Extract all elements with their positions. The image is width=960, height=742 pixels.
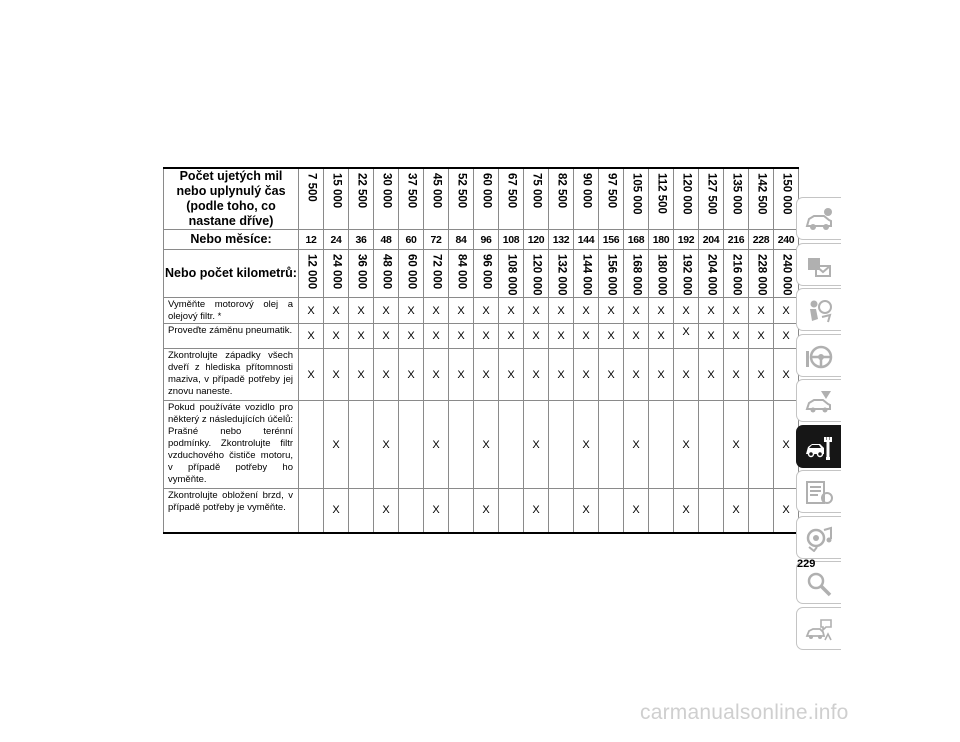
km-interval-cell — [374, 250, 399, 298]
months-interval-value: 240 — [774, 230, 799, 250]
miles-interval-value: 52 500 — [455, 173, 468, 209]
schedule-mark: X — [674, 324, 699, 349]
car-info-icon — [804, 206, 834, 233]
schedule-mark: X — [599, 298, 624, 324]
schedule-mark: X — [449, 349, 474, 401]
months-interval-value: 24 — [324, 230, 349, 250]
schedule-mark — [449, 489, 474, 533]
schedule-mark: X — [749, 324, 774, 349]
language-icon — [804, 616, 834, 643]
schedule-mark — [749, 401, 774, 489]
schedule-mark: X — [549, 298, 574, 324]
km-interval-cell — [399, 250, 424, 298]
schedule-mark — [749, 489, 774, 533]
miles-interval-cell — [624, 168, 649, 230]
schedule-mark — [699, 401, 724, 489]
miles-interval-value: 112 500 — [655, 173, 668, 214]
schedule-mark: X — [474, 401, 499, 489]
schedule-mark: X — [699, 349, 724, 401]
km-header-row — [164, 250, 799, 298]
schedule-mark: X — [624, 401, 649, 489]
months-interval-value: 84 — [449, 230, 474, 250]
km-interval-cell — [699, 250, 724, 298]
km-interval-cell — [349, 250, 374, 298]
schedule-mark — [299, 401, 324, 489]
miles-interval-value: 135 000 — [730, 173, 743, 215]
miles-interval-value: 7 500 — [305, 173, 318, 202]
schedule-mark: X — [599, 349, 624, 401]
miles-interval-value: 120 000 — [680, 173, 693, 215]
miles-interval-value: 142 500 — [755, 173, 768, 215]
tab-languages[interactable] — [796, 607, 841, 650]
schedule-mark: X — [524, 489, 549, 533]
schedule-mark: X — [299, 324, 324, 349]
tab-dashboard[interactable] — [796, 243, 841, 286]
months-interval-value: 72 — [424, 230, 449, 250]
km-interval-value: 96 000 — [480, 254, 493, 290]
km-interval-cell — [499, 250, 524, 298]
km-interval-cell — [749, 250, 774, 298]
km-interval-value: 12 000 — [305, 254, 318, 290]
miles-interval-value: 127 500 — [705, 173, 718, 215]
miles-interval-value: 67 500 — [505, 173, 518, 209]
miles-interval-cell — [349, 168, 374, 230]
schedule-mark: X — [549, 324, 574, 349]
watermark: carmanualsonline.info — [640, 701, 849, 724]
schedule-mark — [599, 401, 624, 489]
schedule-mark — [549, 401, 574, 489]
tab-safety[interactable] — [796, 288, 841, 331]
schedule-mark: X — [724, 401, 749, 489]
km-interval-cell — [624, 250, 649, 298]
task-description: Proveďte záměnu pneumatik. — [164, 324, 299, 349]
steering-wheel-icon — [804, 343, 834, 370]
miles-interval-cell — [374, 168, 399, 230]
miles-interval-cell — [699, 168, 724, 230]
months-interval-value: 108 — [499, 230, 524, 250]
km-interval-value: 36 000 — [355, 254, 368, 290]
km-interval-value: 156 000 — [605, 254, 618, 296]
schedule-mark: X — [499, 298, 524, 324]
miles-interval-cell — [674, 168, 699, 230]
schedule-mark: X — [724, 349, 749, 401]
schedule-mark: X — [449, 324, 474, 349]
miles-interval-cell — [749, 168, 774, 230]
tab-starting-operating[interactable] — [796, 334, 841, 377]
schedule-mark: X — [449, 298, 474, 324]
table-row — [164, 324, 799, 349]
schedule-mark: X — [724, 489, 749, 533]
miles-interval-cell — [774, 168, 799, 230]
schedule-mark: X — [499, 324, 524, 349]
schedule-mark: X — [774, 349, 799, 401]
dashboard-warning-icon — [804, 252, 834, 279]
km-interval-cell — [449, 250, 474, 298]
schedule-mark — [349, 489, 374, 533]
schedule-mark: X — [574, 349, 599, 401]
km-interval-value: 216 000 — [730, 254, 743, 296]
km-interval-value: 240 000 — [780, 254, 793, 296]
schedule-mark: X — [299, 349, 324, 401]
km-header-label: Nebo počet kilometrů: — [164, 250, 299, 298]
schedule-mark: X — [574, 298, 599, 324]
km-interval-value: 132 000 — [555, 254, 568, 296]
car-emergency-icon — [804, 388, 834, 415]
months-interval-value: 192 — [674, 230, 699, 250]
table-row — [164, 401, 799, 489]
maintenance-schedule-table — [163, 167, 799, 534]
miles-interval-cell — [524, 168, 549, 230]
schedule-mark: X — [474, 489, 499, 533]
km-interval-cell — [774, 250, 799, 298]
km-interval-value: 84 000 — [455, 254, 468, 290]
schedule-mark: X — [624, 349, 649, 401]
km-interval-cell — [299, 250, 324, 298]
schedule-mark: X — [749, 349, 774, 401]
km-interval-value: 168 000 — [630, 254, 643, 296]
schedule-mark: X — [524, 349, 549, 401]
tab-emergencies[interactable] — [796, 379, 841, 422]
schedule-mark: X — [424, 298, 449, 324]
schedule-mark: X — [374, 349, 399, 401]
schedule-mark: X — [324, 349, 349, 401]
km-interval-value: 192 000 — [680, 254, 693, 296]
schedule-mark: X — [774, 298, 799, 324]
schedule-mark: X — [474, 324, 499, 349]
schedule-mark: X — [349, 298, 374, 324]
page-number: 229 — [797, 558, 816, 570]
schedule-mark: X — [399, 324, 424, 349]
schedule-mark — [549, 489, 574, 533]
schedule-mark: X — [424, 401, 449, 489]
schedule-mark — [499, 489, 524, 533]
miles-header-row — [164, 168, 799, 230]
schedule-mark: X — [549, 349, 574, 401]
miles-interval-cell — [449, 168, 474, 230]
schedule-mark: X — [749, 298, 774, 324]
schedule-mark: X — [774, 324, 799, 349]
schedule-mark: X — [499, 349, 524, 401]
schedule-mark: X — [524, 298, 549, 324]
miles-interval-value: 75 000 — [530, 173, 543, 209]
miles-interval-cell — [649, 168, 674, 230]
km-interval-cell — [674, 250, 699, 298]
km-interval-value: 24 000 — [330, 254, 343, 290]
miles-interval-cell — [299, 168, 324, 230]
schedule-mark: X — [374, 298, 399, 324]
km-interval-value: 108 000 — [505, 254, 518, 296]
km-interval-value: 144 000 — [580, 254, 593, 296]
km-interval-cell — [599, 250, 624, 298]
months-interval-value: 156 — [599, 230, 624, 250]
miles-interval-value: 30 000 — [380, 173, 393, 209]
months-interval-value: 180 — [649, 230, 674, 250]
schedule-mark — [649, 489, 674, 533]
km-interval-value: 48 000 — [380, 254, 393, 290]
tab-multimedia[interactable] — [796, 516, 841, 559]
multimedia-icon — [804, 525, 834, 552]
km-interval-cell — [324, 250, 349, 298]
miles-interval-cell — [399, 168, 424, 230]
km-interval-value: 180 000 — [655, 254, 668, 296]
schedule-mark: X — [424, 489, 449, 533]
schedule-mark: X — [574, 324, 599, 349]
miles-interval-cell — [724, 168, 749, 230]
schedule-mark — [649, 401, 674, 489]
specifications-icon — [804, 479, 834, 506]
schedule-mark: X — [374, 324, 399, 349]
task-description: Zkontrolujte západky všech dveří z hlediska přítomnosti maziva, v případě potřeby jej znovu naneste. — [164, 349, 299, 401]
months-interval-value: 96 — [474, 230, 499, 250]
schedule-mark: X — [724, 324, 749, 349]
task-description: Pokud používáte vozidlo pro některý z následujících účelů: Prašné nebo terénní podmínky. Zkontrolujte filtr vzduchového čističe motoru, v případě potřeby ho vyměňte. — [164, 401, 299, 489]
schedule-mark — [699, 489, 724, 533]
km-interval-value: 72 000 — [430, 254, 443, 290]
schedule-mark: X — [324, 324, 349, 349]
km-interval-value: 228 000 — [755, 254, 768, 296]
months-interval-value: 36 — [349, 230, 374, 250]
schedule-mark: X — [474, 298, 499, 324]
months-interval-value: 48 — [374, 230, 399, 250]
car-service-wrench-icon — [804, 434, 834, 461]
miles-interval-cell — [324, 168, 349, 230]
schedule-mark: X — [574, 401, 599, 489]
months-header-label: Nebo měsíce: — [164, 230, 299, 250]
km-interval-cell — [549, 250, 574, 298]
schedule-mark — [349, 401, 374, 489]
schedule-mark: X — [349, 324, 374, 349]
schedule-mark: X — [674, 349, 699, 401]
schedule-mark: X — [524, 324, 549, 349]
miles-interval-cell — [474, 168, 499, 230]
schedule-mark: X — [399, 349, 424, 401]
schedule-mark: X — [624, 324, 649, 349]
km-interval-value: 204 000 — [705, 254, 718, 296]
table-row — [164, 489, 799, 533]
airbag-safety-icon — [804, 297, 834, 324]
months-interval-value: 228 — [749, 230, 774, 250]
km-interval-cell — [474, 250, 499, 298]
schedule-mark — [299, 489, 324, 533]
search-index-icon — [804, 570, 834, 597]
tab-servicing-maintenance[interactable] — [796, 425, 841, 468]
months-interval-value: 204 — [699, 230, 724, 250]
km-interval-cell — [574, 250, 599, 298]
miles-interval-cell — [499, 168, 524, 230]
table-row — [164, 298, 799, 324]
tab-specifications[interactable] — [796, 470, 841, 513]
months-interval-value: 132 — [549, 230, 574, 250]
miles-interval-value: 45 000 — [430, 173, 443, 209]
km-interval-cell — [649, 250, 674, 298]
schedule-mark: X — [674, 401, 699, 489]
miles-interval-cell — [424, 168, 449, 230]
km-interval-cell — [724, 250, 749, 298]
schedule-mark: X — [324, 298, 349, 324]
schedule-mark: X — [649, 298, 674, 324]
schedule-mark: X — [624, 489, 649, 533]
schedule-mark — [449, 401, 474, 489]
months-interval-value: 12 — [299, 230, 324, 250]
km-interval-value: 120 000 — [530, 254, 543, 296]
km-interval-cell — [524, 250, 549, 298]
schedule-mark: X — [674, 298, 699, 324]
months-interval-value: 144 — [574, 230, 599, 250]
task-description: Vyměňte motorový olej a olejový filtr. * — [164, 298, 299, 324]
schedule-mark — [499, 401, 524, 489]
schedule-mark: X — [324, 401, 349, 489]
schedule-mark: X — [424, 349, 449, 401]
schedule-mark — [599, 489, 624, 533]
schedule-mark: X — [374, 489, 399, 533]
table-row — [164, 349, 799, 401]
miles-interval-value: 15 000 — [330, 173, 343, 209]
schedule-mark: X — [424, 324, 449, 349]
miles-interval-value: 60 000 — [480, 173, 493, 209]
schedule-mark: X — [674, 489, 699, 533]
miles-interval-value: 97 500 — [605, 173, 618, 209]
km-interval-cell — [424, 250, 449, 298]
schedule-mark: X — [324, 489, 349, 533]
schedule-mark: X — [349, 349, 374, 401]
schedule-mark: X — [374, 401, 399, 489]
schedule-mark — [399, 401, 424, 489]
miles-header-label: Počet ujetých mil nebo uplynulý čas (podle toho, co nastane dříve) — [164, 168, 299, 230]
schedule-mark: X — [299, 298, 324, 324]
schedule-mark: X — [774, 489, 799, 533]
schedule-mark: X — [574, 489, 599, 533]
schedule-mark: X — [699, 324, 724, 349]
schedule-mark: X — [524, 401, 549, 489]
miles-interval-cell — [599, 168, 624, 230]
miles-interval-cell — [549, 168, 574, 230]
miles-interval-value: 82 500 — [555, 173, 568, 209]
schedule-mark: X — [699, 298, 724, 324]
schedule-mark: X — [774, 401, 799, 489]
months-interval-value: 120 — [524, 230, 549, 250]
schedule-mark: X — [724, 298, 749, 324]
schedule-mark — [399, 489, 424, 533]
schedule-mark: X — [624, 298, 649, 324]
tab-introduction[interactable] — [796, 197, 841, 240]
chapter-tab-sidebar — [796, 197, 841, 652]
task-description: Zkontrolujte obložení brzd, v případě potřeby je vyměňte. — [164, 489, 299, 533]
miles-interval-value: 90 000 — [580, 173, 593, 209]
months-interval-value: 60 — [399, 230, 424, 250]
schedule-mark: X — [399, 298, 424, 324]
months-interval-value: 168 — [624, 230, 649, 250]
schedule-mark: X — [474, 349, 499, 401]
months-header-row — [164, 230, 799, 250]
months-interval-value: 216 — [724, 230, 749, 250]
miles-interval-value: 37 500 — [405, 173, 418, 209]
miles-interval-value: 22 500 — [355, 173, 368, 209]
schedule-mark: X — [599, 324, 624, 349]
miles-interval-cell — [574, 168, 599, 230]
schedule-mark: X — [649, 349, 674, 401]
miles-interval-value: 150 000 — [780, 173, 793, 215]
miles-interval-value: 105 000 — [630, 173, 643, 215]
km-interval-value: 60 000 — [405, 254, 418, 290]
schedule-mark: X — [649, 324, 674, 349]
